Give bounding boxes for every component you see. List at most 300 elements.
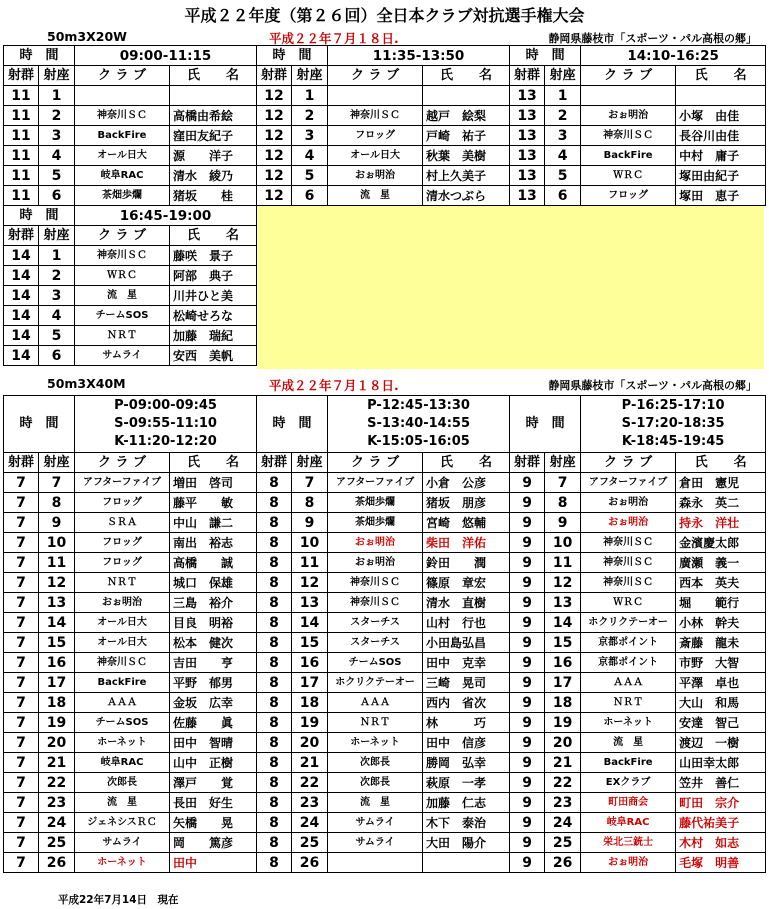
table-row <box>4 246 766 266</box>
shagun-cell: 7 <box>4 513 39 533</box>
shagun-cell: 7 <box>4 733 39 753</box>
name-cell: 藤代祐美子 <box>676 813 766 833</box>
club-cell: オール日大 <box>75 613 170 633</box>
shaza-cell: 12 <box>292 573 328 593</box>
empty-cell <box>257 266 766 286</box>
header-shaza: 射座 <box>292 66 328 86</box>
club-cell: ホーネット <box>581 713 676 733</box>
club-cell: 次郎長 <box>75 773 170 793</box>
shagun-cell: 7 <box>4 813 39 833</box>
shagun-cell: 7 <box>4 633 39 653</box>
shagun-cell: 13 <box>510 86 545 106</box>
table-row <box>4 633 766 653</box>
header-club: ク ラ ブ <box>328 453 423 473</box>
header-shagun: 射群 <box>510 66 545 86</box>
shaza-cell: 21 <box>545 753 581 773</box>
shagun-cell: 9 <box>510 693 545 713</box>
table-row <box>4 713 766 733</box>
name-cell: 山田幸太郎 <box>676 753 766 773</box>
club-cell: 次郎長 <box>328 773 423 793</box>
time-row <box>4 46 766 66</box>
shaza-cell: 4 <box>39 146 75 166</box>
shaza-cell: 14 <box>292 613 328 633</box>
table-row <box>4 613 766 633</box>
table-row <box>4 733 766 753</box>
club-cell: BackFire <box>581 753 676 773</box>
column-header-row <box>4 66 766 86</box>
name-cell: 長田 好生 <box>170 793 257 813</box>
shagun-cell: 7 <box>4 673 39 693</box>
shagun-cell: 9 <box>510 733 545 753</box>
shaza-cell: 13 <box>545 593 581 613</box>
name-cell: 中村 庸子 <box>676 146 766 166</box>
shaza-cell: 15 <box>545 633 581 653</box>
shaza-cell: 9 <box>39 513 75 533</box>
shaza-cell: 24 <box>545 813 581 833</box>
shagun-cell: 9 <box>510 573 545 593</box>
shagun-cell: 9 <box>510 753 545 773</box>
table-row <box>4 126 766 146</box>
shagun-cell: 8 <box>257 493 292 513</box>
table-row <box>4 653 766 673</box>
club-cell: BackFire <box>75 673 170 693</box>
shaza-cell: 8 <box>292 493 328 513</box>
shagun-cell: 8 <box>257 553 292 573</box>
table-row <box>4 593 766 613</box>
section2-event: 50m3X40M <box>47 376 126 391</box>
shagun-cell: 14 <box>4 266 39 286</box>
name-cell: 平野 郁男 <box>170 673 257 693</box>
column-header-row <box>4 453 766 473</box>
club-cell: スターチス <box>328 613 423 633</box>
shaza-cell: 10 <box>39 533 75 553</box>
club-cell: スターチス <box>328 633 423 653</box>
name-cell: 柴田 洋佑 <box>423 533 510 553</box>
name-cell <box>676 86 766 106</box>
club-cell: 神奈川ＳＣ <box>328 106 423 126</box>
shagun-cell: 9 <box>510 593 545 613</box>
shaza-cell: 4 <box>39 306 75 326</box>
club-cell: ＳＲＡ <box>75 513 170 533</box>
shagun-cell: 8 <box>257 653 292 673</box>
shagun-cell: 14 <box>4 346 39 366</box>
shagun-cell: 12 <box>257 126 292 146</box>
table-row <box>4 533 766 553</box>
shaza-cell: 24 <box>39 813 75 833</box>
shagun-cell: 7 <box>4 593 39 613</box>
section2-table <box>3 395 766 873</box>
club-cell: 茶畑歩爛 <box>328 493 423 513</box>
shaza-cell: 6 <box>39 186 75 206</box>
table-row <box>4 673 766 693</box>
club-cell: 流 星 <box>328 186 423 206</box>
name-cell: 佐藤 眞 <box>170 713 257 733</box>
time-slot: P-16:25-17:10 <box>621 398 725 413</box>
club-cell: 茶畑歩爛 <box>328 513 423 533</box>
name-cell: 篠原 章宏 <box>423 573 510 593</box>
club-cell <box>328 853 423 873</box>
club-cell: 流 星 <box>581 733 676 753</box>
name-cell: 三島 裕介 <box>170 593 257 613</box>
club-cell: 神奈川ＳＣ <box>581 573 676 593</box>
shaza-cell: 12 <box>39 573 75 593</box>
shaza-cell: 16 <box>39 653 75 673</box>
shaza-cell: 20 <box>292 733 328 753</box>
shaza-cell: 25 <box>292 833 328 853</box>
shaza-cell: 1 <box>39 86 75 106</box>
shagun-cell: 12 <box>257 146 292 166</box>
time-label: 時 間 <box>510 46 581 66</box>
club-cell: 町田商会 <box>581 793 676 813</box>
club-cell: おぉ明治 <box>581 853 676 873</box>
name-cell: 小倉 公彦 <box>423 473 510 493</box>
shagun-cell: 8 <box>257 533 292 553</box>
club-cell <box>75 86 170 106</box>
shagun-cell: 9 <box>510 553 545 573</box>
header-shagun: 射群 <box>510 453 545 473</box>
shaza-cell: 5 <box>39 326 75 346</box>
name-cell: 市野 大智 <box>676 653 766 673</box>
name-cell: 窪田友紀子 <box>170 126 257 146</box>
time-slot: K-15:05-16:05 <box>367 434 470 449</box>
name-cell: 越戸 絵梨 <box>423 106 510 126</box>
club-cell: ホーネット <box>328 733 423 753</box>
shagun-cell: 14 <box>4 246 39 266</box>
header-club: ク ラ ブ <box>581 453 676 473</box>
shaza-cell: 23 <box>545 793 581 813</box>
time-slot: S-17:20-18:35 <box>621 416 725 431</box>
name-cell: 斎藤 龍未 <box>676 633 766 653</box>
shagun-cell: 9 <box>510 793 545 813</box>
shaza-cell: 20 <box>545 733 581 753</box>
table-row <box>4 106 766 126</box>
time-label: 時 間 <box>257 396 328 453</box>
empty-cell <box>257 346 766 366</box>
name-cell: 秋葉 美樹 <box>423 146 510 166</box>
shagun-cell: 7 <box>4 693 39 713</box>
club-cell: BackFire <box>581 146 676 166</box>
shagun-cell: 9 <box>510 673 545 693</box>
table-row <box>4 493 766 513</box>
time-slot: 09:00-11:15 <box>75 46 257 66</box>
name-cell: 田中 <box>170 853 257 873</box>
header-shaza: 射座 <box>39 453 75 473</box>
club-cell: 岐阜RAC <box>75 753 170 773</box>
shaza-cell: 13 <box>39 593 75 613</box>
section2-location: 静岡県藤枝市「スポーツ・パル高根の郷」 <box>548 379 757 392</box>
name-cell: 南出 裕志 <box>170 533 257 553</box>
shagun-cell: 8 <box>257 613 292 633</box>
shaza-cell: 19 <box>292 713 328 733</box>
time-label: 時 間 <box>510 396 581 453</box>
table-row <box>4 286 766 306</box>
name-cell: 加藤 瑞紀 <box>170 326 257 346</box>
time-label: 時 間 <box>4 46 75 66</box>
shaza-cell: 18 <box>39 693 75 713</box>
club-cell: 流 星 <box>328 793 423 813</box>
shagun-cell: 7 <box>4 553 39 573</box>
name-cell: 毛塚 明善 <box>676 853 766 873</box>
name-cell: 吉田 亨 <box>170 653 257 673</box>
shaza-cell: 23 <box>39 793 75 813</box>
shagun-cell: 8 <box>257 573 292 593</box>
shaza-cell: 20 <box>39 733 75 753</box>
shagun-cell: 9 <box>510 813 545 833</box>
name-cell: 長谷川由佳 <box>676 126 766 146</box>
shagun-cell: 13 <box>510 186 545 206</box>
club-cell: 神奈川ＳＣ <box>328 573 423 593</box>
shagun-cell: 11 <box>4 166 39 186</box>
shaza-cell: 2 <box>292 106 328 126</box>
shaza-cell: 14 <box>545 613 581 633</box>
shagun-cell: 14 <box>4 326 39 346</box>
club-cell: サムライ <box>328 813 423 833</box>
shagun-cell: 14 <box>4 286 39 306</box>
shagun-cell: 7 <box>4 833 39 853</box>
club-cell: 岐阜RAC <box>581 813 676 833</box>
section1-table <box>3 45 766 366</box>
time-slot: P-09:00-09:45 <box>114 398 217 413</box>
club-cell: フロッグ <box>581 186 676 206</box>
club-cell <box>328 86 423 106</box>
club-cell: ジェネシスＲＣ <box>75 813 170 833</box>
header-name: 氏 名 <box>676 66 766 86</box>
table-row <box>4 853 766 873</box>
club-cell: ＮＲＴ <box>75 326 170 346</box>
name-cell: 田中 信彦 <box>423 733 510 753</box>
time-slot: 11:35-13:50 <box>328 46 510 66</box>
shaza-cell: 11 <box>39 553 75 573</box>
section1-date: 平成２２年７月１８日. <box>269 31 399 46</box>
time-slot: S-13:40-14:55 <box>367 416 471 431</box>
name-cell: 安達 智己 <box>676 713 766 733</box>
club-cell: オール日大 <box>75 146 170 166</box>
name-cell: 山中 正樹 <box>170 753 257 773</box>
header-shagun: 射群 <box>4 66 39 86</box>
shaza-cell: 3 <box>39 286 75 306</box>
name-cell: 源 洋子 <box>170 146 257 166</box>
shaza-cell: 17 <box>545 673 581 693</box>
section2-infobar <box>3 373 765 393</box>
time-row <box>4 206 766 226</box>
club-cell: フロッグ <box>75 533 170 553</box>
name-cell: 高橋 誠 <box>170 553 257 573</box>
shaza-cell: 6 <box>545 186 581 206</box>
shagun-cell: 9 <box>510 713 545 733</box>
name-cell: 加藤 仁志 <box>423 793 510 813</box>
name-cell: 木下 泰治 <box>423 813 510 833</box>
club-cell: ＡＡＡ <box>581 673 676 693</box>
club-cell: チームSOS <box>75 306 170 326</box>
shagun-cell: 8 <box>257 813 292 833</box>
name-cell: 矢橋 晃 <box>170 813 257 833</box>
column-header-row <box>4 226 766 246</box>
header-name: 氏 名 <box>676 453 766 473</box>
name-cell: 勝岡 弘幸 <box>423 753 510 773</box>
club-cell: 神奈川ＳＣ <box>581 126 676 146</box>
name-cell <box>170 86 257 106</box>
club-cell: ホーネット <box>75 733 170 753</box>
shagun-cell: 12 <box>257 106 292 126</box>
name-cell: 高橋由希絵 <box>170 106 257 126</box>
club-cell: 神奈川ＳＣ <box>581 553 676 573</box>
shagun-cell: 13 <box>510 106 545 126</box>
shaza-cell: 1 <box>39 246 75 266</box>
shaza-cell: 5 <box>292 166 328 186</box>
club-cell: ＷＲＣ <box>581 593 676 613</box>
table-row <box>4 473 766 493</box>
time-label: 時 間 <box>4 206 75 226</box>
shaza-cell: 16 <box>292 653 328 673</box>
shagun-cell: 7 <box>4 773 39 793</box>
shagun-cell: 8 <box>257 713 292 733</box>
table-row <box>4 773 766 793</box>
club-cell: ホクリクテーオー <box>328 673 423 693</box>
header-name: 氏 名 <box>170 226 257 246</box>
shaza-cell: 26 <box>545 853 581 873</box>
shagun-cell: 7 <box>4 613 39 633</box>
club-cell <box>581 86 676 106</box>
shaza-cell: 9 <box>545 513 581 533</box>
table-row <box>4 693 766 713</box>
club-cell: 京都ポイント <box>581 633 676 653</box>
name-cell: 塚田由紀子 <box>676 166 766 186</box>
shaza-cell: 3 <box>545 126 581 146</box>
time-slots <box>328 396 510 453</box>
section1-location: 静岡県藤枝市「スポーツ・パル高根の郷」 <box>548 32 757 45</box>
club-cell: チームSOS <box>328 653 423 673</box>
club-cell: フロッグ <box>328 126 423 146</box>
name-cell: 萩原 一孝 <box>423 773 510 793</box>
table-row <box>4 573 766 593</box>
shagun-cell: 14 <box>4 306 39 326</box>
table-row <box>4 166 766 186</box>
header-shaza: 射座 <box>545 453 581 473</box>
time-slots <box>75 396 257 453</box>
name-cell: 田中 克幸 <box>423 653 510 673</box>
header-name: 氏 名 <box>170 453 257 473</box>
club-cell: おぉ明治 <box>581 106 676 126</box>
club-cell: ＡＡＡ <box>75 693 170 713</box>
shaza-cell: 17 <box>292 673 328 693</box>
shagun-cell: 9 <box>510 853 545 873</box>
shaza-cell: 19 <box>39 713 75 733</box>
name-cell: 林 巧 <box>423 713 510 733</box>
empty-cell <box>257 246 766 266</box>
shaza-cell: 10 <box>545 533 581 553</box>
header-club: ク ラ ブ <box>581 66 676 86</box>
shaza-cell: 25 <box>545 833 581 853</box>
time-row <box>4 396 766 453</box>
shaza-cell: 7 <box>545 473 581 493</box>
club-cell: アフターファイブ <box>328 473 423 493</box>
shaza-cell: 15 <box>292 633 328 653</box>
time-slot: 14:10-16:25 <box>581 46 766 66</box>
document-title: 平成２２年度（第２６回）全日本クラブ対抗選手権大会 <box>184 6 585 25</box>
shagun-cell: 11 <box>4 106 39 126</box>
shagun-cell: 11 <box>4 86 39 106</box>
time-slot: S-09:55-11:10 <box>114 416 217 431</box>
shaza-cell: 6 <box>39 346 75 366</box>
header-shagun: 射群 <box>257 66 292 86</box>
name-cell: 増田 啓司 <box>170 473 257 493</box>
name-cell: 猪坂 朋彦 <box>423 493 510 513</box>
name-cell: 清水 直樹 <box>423 593 510 613</box>
name-cell: 松本 健次 <box>170 633 257 653</box>
club-cell: おぉ明治 <box>328 533 423 553</box>
name-cell: 町田 宗介 <box>676 793 766 813</box>
club-cell: ＡＡＡ <box>328 693 423 713</box>
header-shaza: 射座 <box>39 66 75 86</box>
shaza-cell: 1 <box>292 86 328 106</box>
name-cell: 小田島弘昌 <box>423 633 510 653</box>
shagun-cell: 8 <box>257 473 292 493</box>
shaza-cell: 21 <box>292 753 328 773</box>
table-row <box>4 306 766 326</box>
shagun-cell: 8 <box>257 833 292 853</box>
club-cell: 流 星 <box>75 793 170 813</box>
shagun-cell: 8 <box>257 693 292 713</box>
club-cell: 神奈川ＳＣ <box>328 593 423 613</box>
shagun-cell: 9 <box>510 653 545 673</box>
header-shagun: 射群 <box>4 226 39 246</box>
name-cell: 堀 範行 <box>676 593 766 613</box>
club-cell: おぉ明治 <box>581 493 676 513</box>
table-row <box>4 146 766 166</box>
shagun-cell: 7 <box>4 793 39 813</box>
shaza-cell: 7 <box>292 473 328 493</box>
shagun-cell: 7 <box>4 713 39 733</box>
name-cell: 三崎 晃司 <box>423 673 510 693</box>
shagun-cell: 9 <box>510 613 545 633</box>
name-cell: 森永 英二 <box>676 493 766 513</box>
name-cell: 戸崎 祐子 <box>423 126 510 146</box>
name-cell: 村上久美子 <box>423 166 510 186</box>
shagun-cell: 13 <box>510 166 545 186</box>
shaza-cell: 18 <box>545 693 581 713</box>
shaza-cell: 3 <box>39 126 75 146</box>
name-cell: 阿部 典子 <box>170 266 257 286</box>
shagun-cell: 7 <box>4 473 39 493</box>
club-cell: ＷＲＣ <box>75 266 170 286</box>
name-cell: 岡 篤彦 <box>170 833 257 853</box>
shagun-cell: 7 <box>4 853 39 873</box>
shagun-cell: 8 <box>257 513 292 533</box>
time-slots <box>581 396 766 453</box>
shagun-cell: 7 <box>4 753 39 773</box>
name-cell: 倉田 憲児 <box>676 473 766 493</box>
shaza-cell: 5 <box>545 166 581 186</box>
name-cell: 西内 省次 <box>423 693 510 713</box>
club-cell: 流 星 <box>75 286 170 306</box>
club-cell: おぉ明治 <box>75 593 170 613</box>
club-cell: BackFire <box>75 126 170 146</box>
time-slot: K-11:20-12:20 <box>114 434 217 449</box>
shagun-cell: 7 <box>4 653 39 673</box>
time-slot: 16:45-19:00 <box>75 206 257 226</box>
shaza-cell: 13 <box>292 593 328 613</box>
table-row <box>4 793 766 813</box>
club-cell: ＮＲＴ <box>75 573 170 593</box>
shagun-cell: 8 <box>257 753 292 773</box>
shagun-cell: 8 <box>257 773 292 793</box>
shaza-cell: 26 <box>292 853 328 873</box>
table-row <box>4 553 766 573</box>
name-cell: 西本 英夫 <box>676 573 766 593</box>
shaza-cell: 2 <box>39 266 75 286</box>
shaza-cell: 2 <box>39 106 75 126</box>
shagun-cell: 7 <box>4 573 39 593</box>
